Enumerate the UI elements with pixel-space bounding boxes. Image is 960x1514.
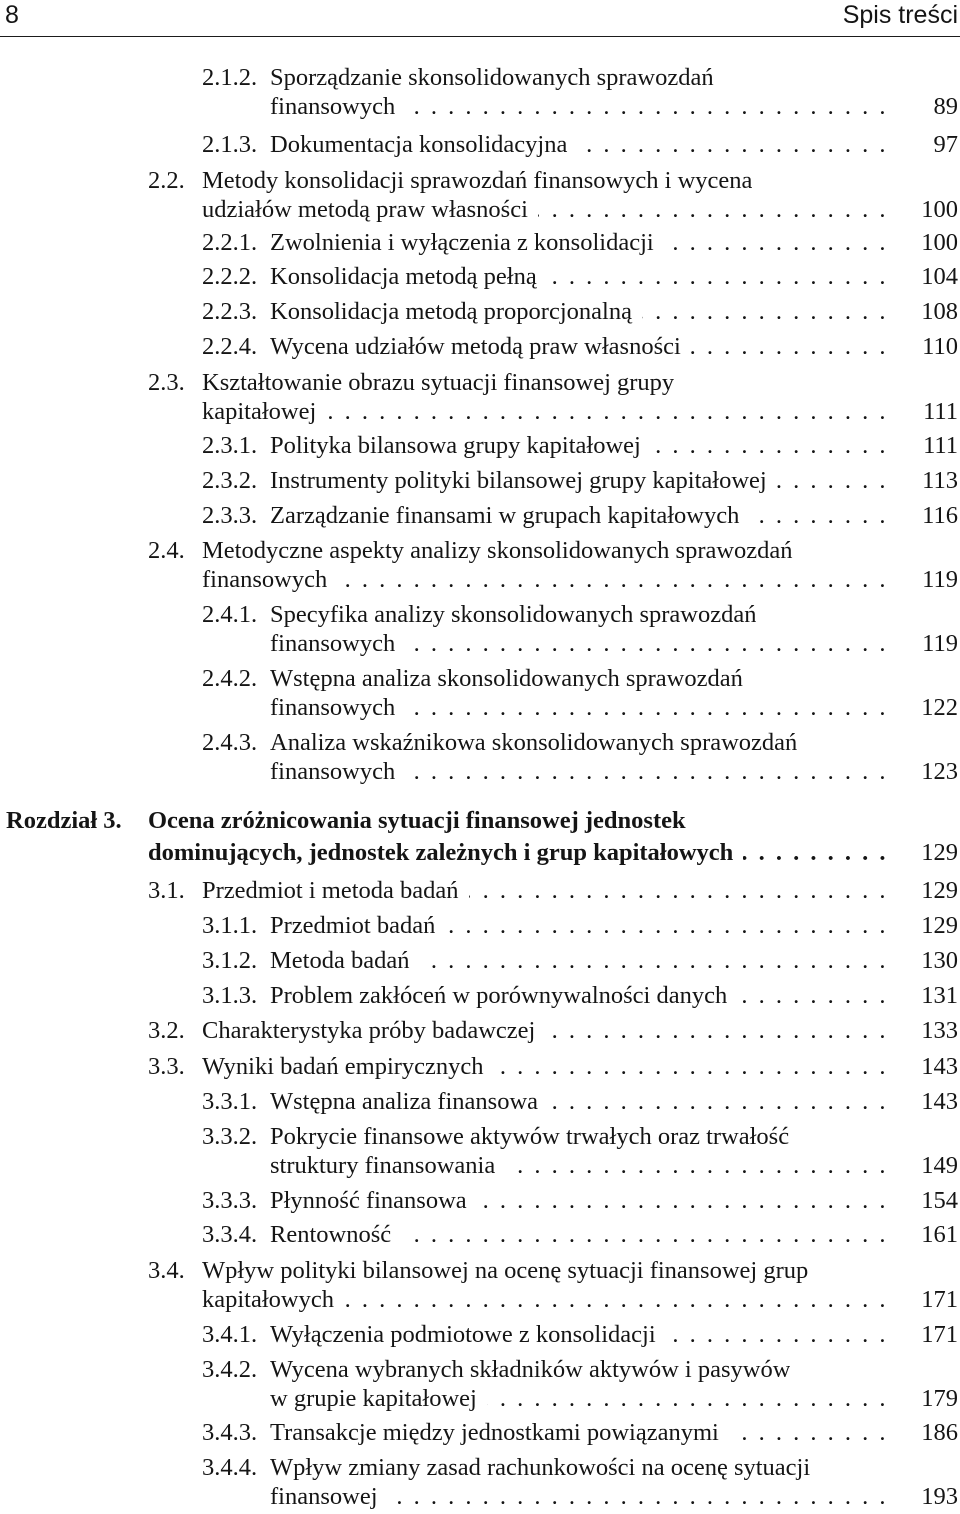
- toc-entry-number: 3.3.: [148, 1053, 185, 1080]
- page-number: 8: [5, 1, 19, 29]
- toc-entry-title: [270, 1087, 888, 1116]
- toc-entry-page: 179: [921, 1385, 958, 1412]
- toc-entry-number: 3.4.1.: [202, 1321, 258, 1348]
- toc-entry-title-continuation: [270, 757, 888, 786]
- toc-entry-title: Metodyczne aspekty analizy skonsolidowanych sprawozdań: [202, 537, 793, 564]
- toc-entry-page: 193: [921, 1483, 958, 1510]
- toc-entry-title-text: finansowych: [270, 758, 405, 785]
- toc-entry-title: [270, 501, 888, 530]
- toc-entry-number: 3.1.2.: [202, 947, 258, 974]
- toc-entry-title: [270, 1220, 888, 1249]
- toc-entry-title: [202, 1016, 888, 1045]
- toc-entry-title-text: Wyniki badań empirycznych: [202, 1053, 494, 1080]
- toc-entry-title: [270, 262, 888, 291]
- toc-entry-title-continuation: [202, 565, 888, 594]
- toc-entry-title: Kształtowanie obrazu sytuacji finansowej grupy: [202, 369, 675, 396]
- toc-entry-page: 186: [921, 1419, 958, 1446]
- toc-entry-title: Specyfika analizy skonsolidowanych sprawozdań: [270, 601, 757, 628]
- toc-entry-number: 3.3.2.: [202, 1123, 258, 1150]
- toc-entry-title-continuation: [202, 397, 888, 426]
- toc-entry-page: 97: [933, 131, 958, 158]
- toc-entry-title-text: Konsolidacja metodą pełną: [270, 263, 547, 290]
- chapter-title-line2-text: dominujących, jednostek zależnych i grup kapitałowych: [148, 839, 743, 866]
- toc-entry-title: [270, 911, 888, 940]
- toc-entry-title-text: struktury finansowania: [270, 1152, 505, 1179]
- toc-entry-page: 143: [921, 1053, 958, 1080]
- toc-entry-number: 3.2.: [148, 1017, 185, 1044]
- toc-entry-title-text: udziałów metodą praw własności: [202, 196, 538, 223]
- toc-entry-title-text: Przedmiot i metoda badań: [202, 877, 469, 904]
- toc-entry-title-text: Rentowność: [270, 1221, 401, 1248]
- toc-entry-title-text: Płynność finansowa: [270, 1187, 477, 1214]
- toc-entry-title-text: Wstępna analiza finansowa: [270, 1088, 548, 1115]
- toc-entry-number: 3.3.3.: [202, 1187, 258, 1214]
- toc-entry-number: 2.3.1.: [202, 432, 258, 459]
- toc-entry-number: 3.1.: [148, 877, 185, 904]
- toc-entry-title-continuation: [270, 1151, 888, 1180]
- toc-entry-title-continuation: [270, 1384, 888, 1413]
- toc-entry-title-text: finansowych: [270, 93, 405, 120]
- toc-entry-page: 171: [921, 1321, 958, 1348]
- toc-entry-number: 2.1.3.: [202, 131, 258, 158]
- toc-entry-number: 3.4.4.: [202, 1454, 258, 1481]
- toc-entry-page: 89: [933, 93, 958, 120]
- toc-entry-title-text: Metoda badań: [270, 947, 419, 974]
- toc-entry-title-text: Problem zakłóceń w porównywalności danych: [270, 982, 737, 1009]
- toc-entry-number: 2.3.: [148, 369, 185, 396]
- toc-entry-title: Wstępna analiza skonsolidowanych sprawozdań: [270, 665, 743, 692]
- toc-entry-title: [202, 1052, 888, 1081]
- toc-entry-number: 2.2.2.: [202, 263, 258, 290]
- toc-entry-page: 111: [923, 432, 958, 459]
- toc-entry-title: Wpływ zmiany zasad rachunkowości na ocenę sytuacji: [270, 1454, 811, 1481]
- toc-entry-number: 3.4.: [148, 1257, 185, 1284]
- toc-entry-title-text: Zwolnienia i wyłączenia z konsolidacji: [270, 229, 664, 256]
- toc-entry-number: 2.2.3.: [202, 298, 258, 325]
- toc-entry-title-text: kapitałowej: [202, 398, 326, 425]
- toc-entry-number: 2.4.2.: [202, 665, 258, 692]
- toc-entry-title-text: Przedmiot badań: [270, 912, 445, 939]
- toc-entry-title-text: finansowych: [270, 694, 405, 721]
- toc-entry-page: 104: [921, 263, 958, 290]
- toc-entry-title: Analiza wskaźnikowa skonsolidowanych sprawozdań: [270, 729, 798, 756]
- toc-entry-number: 3.3.1.: [202, 1088, 258, 1115]
- toc-entry-number: 2.2.4.: [202, 333, 258, 360]
- toc-entry-title: [270, 466, 888, 495]
- toc-entry-title-text: kapitałowych: [202, 1286, 344, 1313]
- toc-entry-title-text: Konsolidacja metodą proporcjonalną: [270, 298, 642, 325]
- toc-entry-title-continuation: [270, 629, 888, 658]
- toc-entry-title-text: Polityka bilansowa grupy kapitałowej: [270, 432, 651, 459]
- toc-entry-page: 123: [921, 758, 958, 785]
- toc-entry-title-text: Dokumentacja konsolidacyjna: [270, 131, 577, 158]
- toc-entry-page: 100: [921, 229, 958, 256]
- toc-entry-title: [270, 332, 888, 361]
- toc-entry-title: [202, 876, 888, 905]
- toc-entry-title-text: Transakcje między jednostkami powiązanymi: [270, 1419, 729, 1446]
- toc-entry-page: 133: [921, 1017, 958, 1044]
- toc-entry-page: 154: [921, 1187, 958, 1214]
- toc-entry-title: Pokrycie finansowe aktywów trwałych oraz trwałość: [270, 1123, 790, 1150]
- toc-entry-number: 2.4.: [148, 537, 185, 564]
- toc-entry-title-continuation: [270, 1482, 888, 1511]
- toc-entry-number: 2.4.3.: [202, 729, 258, 756]
- toc-entry-page: 143: [921, 1088, 958, 1115]
- toc-entry-title: Wpływ polityki bilansowej na ocenę sytuacji finansowej grup: [202, 1257, 809, 1284]
- toc-entry-title-text: Wyłączenia podmiotowe z konsolidacji: [270, 1321, 666, 1348]
- toc-entry-title: [270, 297, 888, 326]
- toc-entry-title: [270, 1186, 888, 1215]
- toc-entry-title: [270, 228, 888, 257]
- toc-entry-page: 149: [921, 1152, 958, 1179]
- toc-entry-title: [270, 946, 888, 975]
- toc-entry-title: [270, 130, 888, 159]
- toc-entry-number: 2.1.2.: [202, 64, 258, 91]
- toc-entry-page: 116: [922, 502, 958, 529]
- toc-entry-number: 3.1.3.: [202, 982, 258, 1009]
- toc-entry-title: Wycena wybranych składników aktywów i pasywów: [270, 1356, 791, 1383]
- toc-entry-number: 3.4.3.: [202, 1419, 258, 1446]
- toc-entry-page: 129: [921, 877, 958, 904]
- toc-entry-title-continuation: [202, 1285, 888, 1314]
- toc-entry-page: 119: [922, 630, 958, 657]
- toc-entry-title-text: finansowych: [202, 566, 337, 593]
- toc-entry-title: [270, 981, 888, 1010]
- chapter-title-line2: [148, 838, 888, 867]
- toc-entry-page: 130: [921, 947, 958, 974]
- toc-entry-number: 2.4.1.: [202, 601, 258, 628]
- toc-entry-title-text: Wycena udziałów metodą praw własności: [270, 333, 691, 360]
- toc-entry-number: 2.2.: [148, 167, 185, 194]
- toc-entry-title-text: Instrumenty polityki bilansowej grupy kapitałowej: [270, 467, 777, 494]
- toc-entry-page: 110: [922, 333, 958, 360]
- toc-entry-title: Sporządzanie skonsolidowanych sprawozdań: [270, 64, 714, 91]
- toc-entry-number: 2.2.1.: [202, 229, 258, 256]
- chapter-label: Rozdział 3.: [6, 807, 122, 834]
- toc-entry-title-text: w grupie kapitałowej: [270, 1385, 487, 1412]
- toc-entry-title-text: finansowych: [270, 630, 405, 657]
- toc-entry-page: 111: [923, 398, 958, 425]
- chapter-title-line1: Ocena zróżnicowania sytuacji finansowej jednostek: [148, 807, 686, 834]
- toc-entry-page: 171: [921, 1286, 958, 1313]
- toc-entry-title-continuation: [270, 693, 888, 722]
- toc-entry-title-text: finansowej: [270, 1483, 388, 1510]
- toc-entry-number: 2.3.2.: [202, 467, 258, 494]
- toc-entry-title: [270, 431, 888, 460]
- chapter-page: 129: [921, 839, 958, 866]
- toc-entry-page: 131: [921, 982, 958, 1009]
- toc-entry-page: 161: [921, 1221, 958, 1248]
- toc-entry-number: 3.3.4.: [202, 1221, 258, 1248]
- toc-entry-title-continuation: [202, 195, 888, 224]
- toc-entry-title: [270, 1320, 888, 1349]
- toc-entry-number: 3.1.1.: [202, 912, 258, 939]
- toc-entry-page: 113: [922, 467, 958, 494]
- toc-entry-page: 108: [921, 298, 958, 325]
- toc-entry-title-continuation: [270, 92, 888, 121]
- running-title: Spis treści: [842, 1, 958, 29]
- toc-entry-page: 129: [921, 912, 958, 939]
- toc-entry-number: 3.4.2.: [202, 1356, 258, 1383]
- toc-entry-number: 2.3.3.: [202, 502, 258, 529]
- toc-entry-page: 122: [921, 694, 958, 721]
- toc-entry-title: Metody konsolidacji sprawozdań finansowych i wycena: [202, 167, 753, 194]
- toc-entry-title-text: Charakterystyka próby badawczej: [202, 1017, 545, 1044]
- toc-entry-page: 100: [921, 196, 958, 223]
- toc-entry-title-text: Zarządzanie finansami w grupach kapitałowych: [270, 502, 749, 529]
- toc-entry-title: [270, 1418, 888, 1447]
- toc-entry-page: 119: [922, 566, 958, 593]
